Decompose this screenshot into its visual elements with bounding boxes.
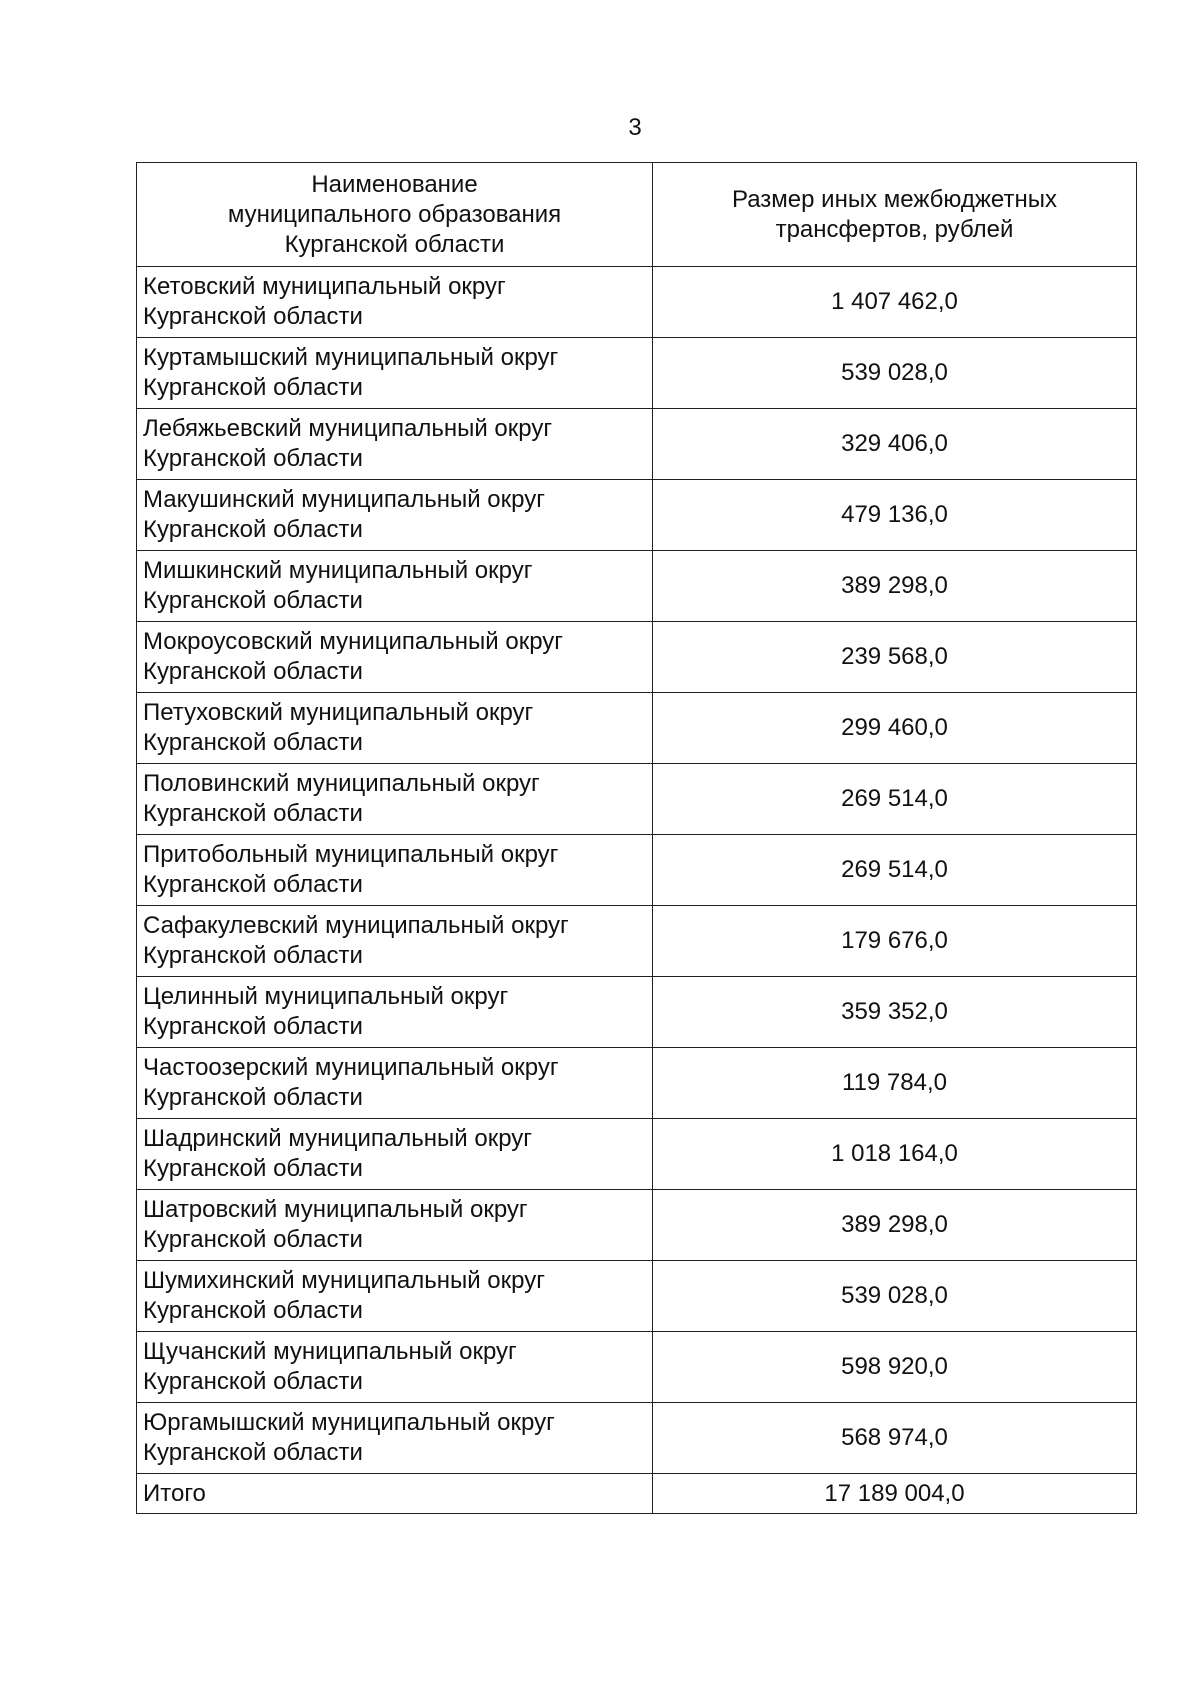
municipality-name-line1: Шадринский муниципальный округ	[143, 1125, 533, 1152]
header-transfer-amount	[653, 163, 1137, 267]
municipality-name-line2: Курганской области	[143, 1368, 363, 1395]
municipality-name-line1: Шумихинский муниципальный округ	[143, 1267, 545, 1294]
municipality-name-line2: Курганской области	[143, 1155, 363, 1182]
table-body	[137, 267, 1137, 1514]
transfer-amount: 598 920,0	[653, 1332, 1137, 1403]
municipality-name-line1: Шатровский муниципальный округ	[143, 1196, 528, 1223]
municipality-name	[137, 622, 653, 693]
municipality-name	[137, 480, 653, 551]
municipality-name	[137, 338, 653, 409]
municipality-name-line2: Курганской области	[143, 1226, 363, 1253]
header-municipality-text: Наименование муниципального образования Курганской области	[227, 170, 562, 258]
municipality-name-line1: Петуховский муниципальный округ	[143, 699, 534, 726]
municipality-name-line2: Курганской области	[143, 1439, 363, 1466]
municipality-name-line1: Макушинский муниципальный округ	[143, 486, 545, 513]
municipality-name-line1: Мокроусовский муниципальный округ	[143, 628, 564, 655]
table-row	[137, 1119, 1137, 1190]
municipality-name-line1: Сафакулевский муниципальный округ	[143, 912, 569, 939]
transfer-amount: 239 568,0	[653, 622, 1137, 693]
municipality-name-line2: Курганской области	[143, 587, 363, 614]
municipality-name	[137, 551, 653, 622]
total-value: 17 189 004,0	[653, 1474, 1137, 1514]
municipality-name-line2: Курганской области	[143, 1013, 363, 1040]
municipality-name	[137, 267, 653, 338]
municipality-name-line2: Курганской области	[143, 445, 363, 472]
municipality-name	[137, 1332, 653, 1403]
transfer-amount: 1 407 462,0	[653, 267, 1137, 338]
total-row	[137, 1474, 1137, 1514]
transfer-amount: 539 028,0	[653, 1261, 1137, 1332]
table-row	[137, 1261, 1137, 1332]
table-row	[137, 1190, 1137, 1261]
table-row	[137, 1332, 1137, 1403]
table-row	[137, 622, 1137, 693]
municipality-name	[137, 906, 653, 977]
municipality-name-line1: Притобольный муниципальный округ	[143, 841, 559, 868]
table-row	[137, 693, 1137, 764]
total-label	[137, 1474, 653, 1514]
municipality-name	[137, 1048, 653, 1119]
table-row	[137, 267, 1137, 338]
transfers-table	[136, 162, 1137, 1514]
municipality-name-line2: Курганской области	[143, 1297, 363, 1324]
municipality-name	[137, 1403, 653, 1474]
municipality-name-line1: Частоозерский муниципальный округ	[143, 1054, 559, 1081]
total-label-text: Итого	[143, 1479, 206, 1507]
municipality-name	[137, 693, 653, 764]
municipality-name-line1: Кетовский муниципальный округ	[143, 273, 506, 300]
municipality-name	[137, 1261, 653, 1332]
municipality-name-line2: Курганской области	[143, 729, 363, 756]
municipality-name-line2: Курганской области	[143, 871, 363, 898]
municipality-name-line2: Курганской области	[143, 658, 363, 685]
municipality-name-line1: Целинный муниципальный округ	[143, 983, 509, 1010]
header-municipality	[137, 163, 653, 267]
table-row	[137, 338, 1137, 409]
municipality-name-line2: Курганской области	[143, 303, 363, 330]
transfer-amount: 568 974,0	[653, 1403, 1137, 1474]
table-row	[137, 977, 1137, 1048]
municipality-name-line1: Мишкинский муниципальный округ	[143, 557, 533, 584]
transfer-amount: 119 784,0	[653, 1048, 1137, 1119]
transfer-amount: 329 406,0	[653, 409, 1137, 480]
municipality-name-line1: Половинский муниципальный округ	[143, 770, 540, 797]
municipality-name-line1: Лебяжьевский муниципальный округ	[143, 415, 553, 442]
municipality-name	[137, 835, 653, 906]
table-header-row	[137, 163, 1137, 267]
transfer-amount: 269 514,0	[653, 764, 1137, 835]
transfer-amount: 389 298,0	[653, 551, 1137, 622]
municipality-name	[137, 1119, 653, 1190]
table-row	[137, 835, 1137, 906]
table-row	[137, 1403, 1137, 1474]
table-row	[137, 906, 1137, 977]
table-row	[137, 551, 1137, 622]
transfer-amount: 479 136,0	[653, 480, 1137, 551]
header-transfer-amount-text: Размер иных межбюджетных трансфертов, рублей	[732, 185, 1057, 243]
transfer-amount: 539 028,0	[653, 338, 1137, 409]
municipality-name-line1: Куртамышский муниципальный округ	[143, 344, 559, 371]
municipality-name	[137, 409, 653, 480]
page-number: 3	[628, 114, 642, 141]
table-row	[137, 409, 1137, 480]
municipality-name	[137, 764, 653, 835]
transfer-amount: 179 676,0	[653, 906, 1137, 977]
municipality-name-line2: Курганской области	[143, 942, 363, 969]
transfer-amount: 299 460,0	[653, 693, 1137, 764]
transfer-amount: 389 298,0	[653, 1190, 1137, 1261]
municipality-name-line1: Юргамышский муниципальный округ	[143, 1409, 555, 1436]
municipality-name	[137, 977, 653, 1048]
table-row	[137, 1048, 1137, 1119]
municipality-name	[137, 1190, 653, 1261]
transfer-amount: 269 514,0	[653, 835, 1137, 906]
municipality-name-line2: Курганской области	[143, 374, 363, 401]
municipality-name-line2: Курганской области	[143, 1084, 363, 1111]
transfer-amount: 1 018 164,0	[653, 1119, 1137, 1190]
transfer-amount: 359 352,0	[653, 977, 1137, 1048]
municipality-name-line2: Курганской области	[143, 800, 363, 827]
table-row	[137, 480, 1137, 551]
table-row	[137, 764, 1137, 835]
municipality-name-line1: Щучанский муниципальный округ	[143, 1338, 517, 1365]
municipality-name-line2: Курганской области	[143, 516, 363, 543]
